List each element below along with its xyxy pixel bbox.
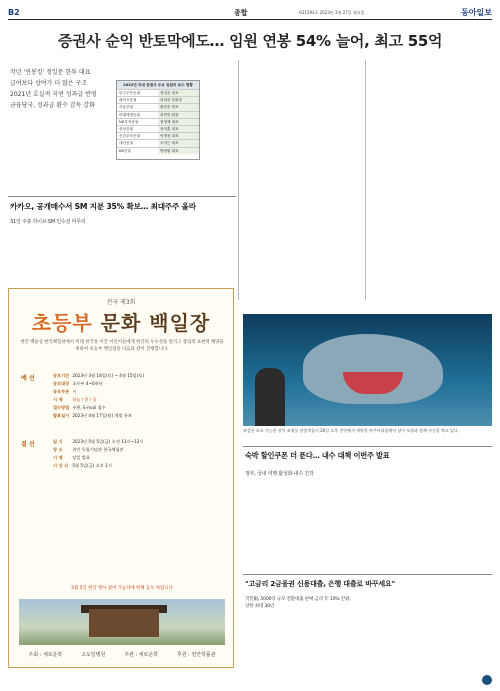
photo-caption: 과감한 포즈 가능한 상어 조형물 관람객들이 26일 오후 천안에서 개막한 아쿠아리움에서 상어 모형과 함께 사진을 찍고 있다. xyxy=(243,428,460,433)
table-cell: 정일문 대표 xyxy=(158,90,199,96)
ad-item-value: 5월 5일(금) 오후 1시 xyxy=(72,463,112,468)
ad-item-label: 일 시 xyxy=(53,439,63,444)
sponsor: 고도일병원 xyxy=(81,652,106,658)
section-title: 종합 xyxy=(234,9,248,17)
ad-item-label: 장 소 xyxy=(53,447,63,452)
ad-item-label: 공모기간 xyxy=(53,373,70,378)
table-row xyxy=(117,111,199,118)
table-cell: 한국투자증권 xyxy=(119,91,140,95)
visitor-figure xyxy=(255,368,285,426)
table-cell: 삼성증권 xyxy=(119,126,133,131)
table-cell: KB증권 xyxy=(119,148,131,153)
table-cell: NH투자증권 xyxy=(119,119,139,124)
table-cell: 최희문 부회장 xyxy=(158,97,199,103)
table-row xyxy=(117,125,199,132)
table-cell: 최현만 회장 xyxy=(158,112,199,118)
ad-item-value: 2023년 5월 5일(금) 오전 11시~12시 xyxy=(72,439,144,444)
sponsor: 주최 : 새로운학 xyxy=(28,652,63,658)
loan-subhead: 국민銀, 5000억 규모 전환대출 판매 금리 年 10% 안팎, 상한 최대 30년 xyxy=(245,597,351,609)
ad-item-label: 공모부문 xyxy=(53,389,70,394)
ad-notice: 5월 5일 현장 행사 참여 가능자에 한해 응모 바랍니다 xyxy=(71,586,173,591)
subhead: 금융당국, 성과급 환수 감독 강화 xyxy=(10,102,95,109)
ad-title xyxy=(9,307,233,336)
ad-item-label: 발표일시 xyxy=(53,413,70,418)
sponsor: 후원 : 천안학플관 xyxy=(176,652,216,658)
ad-item-label: 시 제 xyxy=(53,455,63,460)
table-cell: 신한투자증권 xyxy=(119,134,140,139)
ad-item xyxy=(53,463,223,470)
table-row xyxy=(117,147,199,154)
table-row xyxy=(117,96,199,103)
writing-contest-ad xyxy=(8,288,234,668)
ad-section-label: 결 선 xyxy=(21,441,35,448)
table-row xyxy=(117,139,199,146)
ad-section-label: 예 선 xyxy=(21,375,35,382)
section-divider xyxy=(243,446,492,447)
ad-top-line: 전국 제3회 xyxy=(106,299,136,306)
ad-item-value: 시 xyxy=(72,389,77,394)
table-cell: 정영채 대표 xyxy=(158,119,199,125)
table-row xyxy=(117,132,199,139)
table-cell: 미래에셋증권 xyxy=(119,112,140,117)
main-headline: 증권사 순익 반토막에도… 임원 연봉 54% 늘어, 최고 55억 xyxy=(57,32,443,50)
ad-item xyxy=(53,373,223,380)
ad-item-value: 2023년 3월 18일(토) ~ 4월 15일(토) xyxy=(72,373,145,378)
ad-item xyxy=(53,397,223,404)
table-cell: 오익근 대표 xyxy=(158,140,199,146)
ad-item xyxy=(53,389,223,396)
corner-badge xyxy=(482,675,492,685)
ad-item xyxy=(53,439,223,446)
ad-item-label: 시 제 xyxy=(53,397,63,402)
ad-item xyxy=(53,413,223,420)
section-divider xyxy=(243,574,492,575)
table-cell: 이영창 대표 xyxy=(158,133,199,139)
table-cell: 메리츠증권 xyxy=(119,98,137,103)
table-cell: 박정림 대표 xyxy=(158,148,199,154)
loan-headline: "고금리 2금융권 신용대출, 은행 대출로 바꾸세요" xyxy=(245,580,395,588)
newspaper-logo: 동아일보 xyxy=(461,8,492,17)
ad-item xyxy=(53,447,223,454)
discount-headline: 숙박 할인쿠폰 더 푼다… 내수 대책 이번주 발표 xyxy=(245,451,390,460)
ad-item-value: 초등부 4~6학년 xyxy=(72,381,103,386)
subhead: 작년 '연봉킹' 정일문 한투 대표 xyxy=(10,69,91,76)
subheads xyxy=(10,68,112,112)
column-divider xyxy=(365,60,366,300)
ad-item-label: 공모대상 xyxy=(53,381,70,386)
ad-sponsors xyxy=(19,651,225,658)
page-number: B2 xyxy=(8,8,20,17)
ad-item-value: 2023년 4월 17일(월) 개별 통보 xyxy=(72,413,132,418)
pavilion-building xyxy=(89,609,159,637)
executive-pay-table xyxy=(116,80,200,160)
subhead: 2021년 호실적 지연 성과급 반영 xyxy=(10,91,97,98)
table-title: 2022년 국내 증권사 주요 임원의 보수 현황 xyxy=(117,81,199,89)
ad-item-label: 접수방법 xyxy=(53,405,70,410)
section-divider xyxy=(8,196,236,197)
subhead: 급여보다 상여가 더 많은 구조 xyxy=(10,80,88,87)
table-cell: 키움증권 xyxy=(119,105,133,110)
table-cell: 대신증권 xyxy=(119,141,133,146)
table-row xyxy=(117,118,199,125)
ad-item-value: 우편, E-mail 접수 xyxy=(72,405,106,410)
table-cell: 장석훈 대표 xyxy=(158,126,199,132)
ad-item-value: 하늘 / 봄 / 꿈 xyxy=(72,397,97,402)
ad-item xyxy=(53,405,223,412)
column-divider xyxy=(238,60,239,300)
ad-item xyxy=(53,381,223,388)
masthead xyxy=(8,6,492,20)
table-row xyxy=(117,89,199,96)
sponsor: 주관 : 새로운학 xyxy=(124,652,159,658)
issue-date: 제31593호 2023년 3월 27일 월요일 xyxy=(298,10,365,15)
ad-item-value: 당일 발표 xyxy=(72,455,90,460)
ad-lead: 천안 백윤칭 한국체험관에서 미래 한국을 이끌 어린이들에게 한글의 우수성을 알리고 창의적 표현력 배양을 위하여 초등부 백일장을 다음과 같이 진행합니다. xyxy=(20,340,224,352)
ad-item xyxy=(53,455,223,462)
discount-subhead: 정부, 국내 여행 활성화·내수 진작 xyxy=(245,471,314,477)
kakao-subhead: 31일 주총 하이브·SM 인수전 마무리 xyxy=(10,219,86,225)
ad-item-value: 천안 독립기념관 한국체험관 xyxy=(72,447,124,452)
table-row xyxy=(117,103,199,110)
table-cell: 황현순 대표 xyxy=(158,104,199,110)
ad-title-part: 초등부 xyxy=(31,311,93,335)
ad-title-part: 문화 백일장 xyxy=(100,311,211,335)
aquarium-photo xyxy=(243,314,492,426)
kakao-headline: 카카오, 공개매수서 SM 지분 35% 확보… 최대주주 올라 xyxy=(10,202,196,211)
ad-item-label: 시 상 식 xyxy=(53,463,69,468)
